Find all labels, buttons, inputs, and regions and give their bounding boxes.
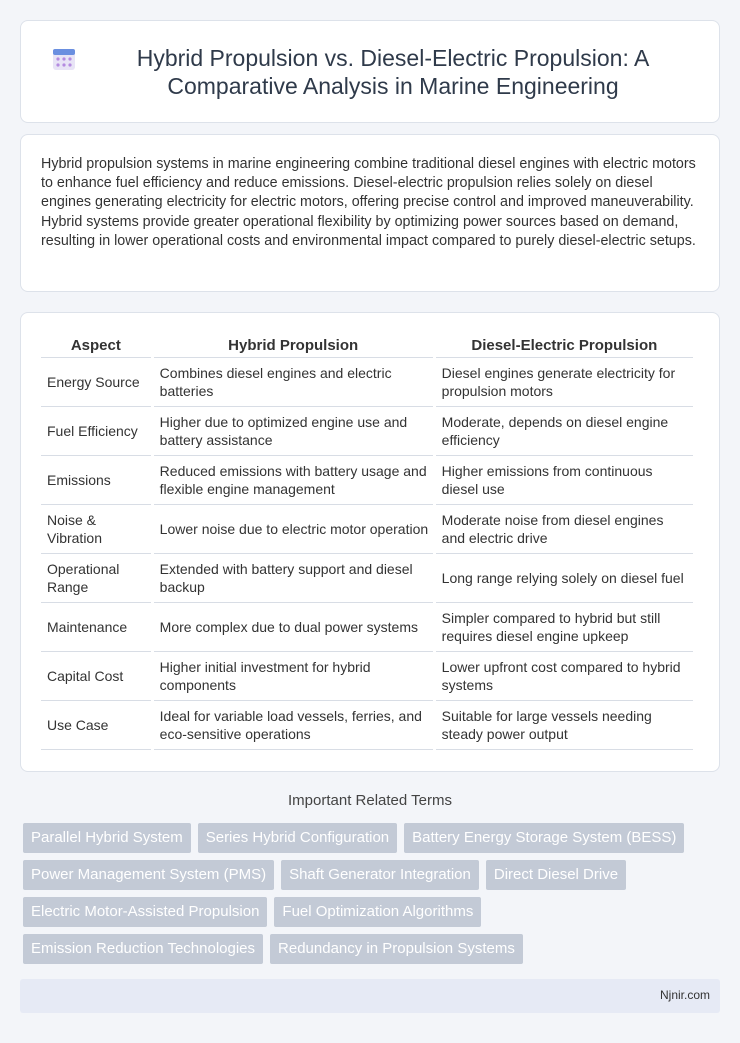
table-row — [41, 456, 693, 505]
related-terms-list — [23, 823, 723, 971]
cell-hybrid: Higher due to optimized engine use and battery assistance — [154, 407, 433, 456]
table-row — [41, 358, 693, 407]
tag-row — [23, 897, 723, 927]
cell-hybrid: Ideal for variable load vessels, ferries, and eco-sensitive operations — [154, 701, 433, 750]
cell-hybrid: Extended with battery support and diesel backup — [154, 554, 433, 603]
cell-diesel-electric: Higher emissions from continuous diesel use — [436, 456, 693, 505]
cell-diesel-electric: Lower upfront cost compared to hybrid systems — [436, 652, 693, 701]
cell-aspect: Energy Source — [41, 358, 151, 407]
header-hybrid: Hybrid Propulsion — [154, 334, 433, 358]
cell-hybrid: Combines diesel engines and electric batteries — [154, 358, 433, 407]
calendar-icon — [51, 46, 77, 72]
table-row — [41, 407, 693, 456]
cell-diesel-electric: Simpler compared to hybrid but still requires diesel engine upkeep — [436, 603, 693, 652]
related-term-tag[interactable]: Shaft Generator Integration — [281, 860, 479, 890]
table-row — [41, 652, 693, 701]
page-title: Hybrid Propulsion vs. Diesel-Electric Propulsion: A Comparative Analysis in Marine Engineering — [136, 44, 650, 99]
table-row — [41, 701, 693, 750]
intro-card — [20, 134, 720, 292]
tag-row — [23, 860, 723, 890]
cell-diesel-electric: Long range relying solely on diesel fuel — [436, 554, 693, 603]
cell-aspect: Fuel Efficiency — [41, 407, 151, 456]
related-term-tag[interactable]: Electric Motor-Assisted Propulsion — [23, 897, 267, 927]
cell-aspect: Noise & Vibration — [41, 505, 151, 554]
tag-row — [23, 934, 723, 964]
cell-hybrid: Higher initial investment for hybrid components — [154, 652, 433, 701]
cell-aspect: Use Case — [41, 701, 151, 750]
cell-hybrid: Lower noise due to electric motor operation — [154, 505, 433, 554]
header-diesel-electric: Diesel-Electric Propulsion — [436, 334, 693, 358]
cell-hybrid: Reduced emissions with battery usage and flexible engine management — [154, 456, 433, 505]
table-row — [41, 554, 693, 603]
footer — [20, 979, 720, 1013]
related-term-tag[interactable]: Emission Reduction Technologies — [23, 934, 263, 964]
related-terms-heading: Important Related Terms — [288, 792, 452, 809]
related-term-tag[interactable]: Power Management System (PMS) — [23, 860, 274, 890]
title-card — [20, 20, 720, 123]
cell-diesel-electric: Suitable for large vessels needing steady power output — [436, 701, 693, 750]
related-term-tag[interactable]: Parallel Hybrid System — [23, 823, 191, 853]
related-term-tag[interactable]: Battery Energy Storage System (BESS) — [404, 823, 684, 853]
intro-paragraph: Hybrid propulsion systems in marine engineering combine traditional diesel engines with electric motors to enhance fuel efficiency and reduce emissions. Diesel-electric propulsion relies solely on diesel engines generating electricity for electric motors, offering precise control and improved maneuverability. Hybrid systems provide greater operational flexibility by optimizing power sources based on demand, resulting in lower operational costs and environmental impact compared to purely diesel-electric setups. — [41, 156, 696, 249]
cell-aspect: Maintenance — [41, 603, 151, 652]
cell-aspect: Capital Cost — [41, 652, 151, 701]
related-term-tag[interactable]: Direct Diesel Drive — [486, 860, 626, 890]
table-row — [41, 603, 693, 652]
header-aspect: Aspect — [41, 334, 151, 358]
comparison-table — [38, 334, 696, 750]
related-term-tag[interactable]: Redundancy in Propulsion Systems — [270, 934, 523, 964]
cell-diesel-electric: Diesel engines generate electricity for propulsion motors — [436, 358, 693, 407]
cell-diesel-electric: Moderate, depends on diesel engine efficiency — [436, 407, 693, 456]
cell-aspect: Operational Range — [41, 554, 151, 603]
footer-site-link[interactable]: Njnir.com — [659, 988, 710, 1002]
table-row — [41, 505, 693, 554]
comparison-table-card — [20, 312, 720, 772]
related-term-tag[interactable]: Series Hybrid Configuration — [198, 823, 397, 853]
cell-aspect: Emissions — [41, 456, 151, 505]
cell-diesel-electric: Moderate noise from diesel engines and electric drive — [436, 505, 693, 554]
cell-hybrid: More complex due to dual power systems — [154, 603, 433, 652]
title-wrap — [21, 21, 719, 122]
table-header-row — [41, 334, 693, 358]
tag-row — [23, 823, 723, 853]
related-term-tag[interactable]: Fuel Optimization Algorithms — [274, 897, 481, 927]
